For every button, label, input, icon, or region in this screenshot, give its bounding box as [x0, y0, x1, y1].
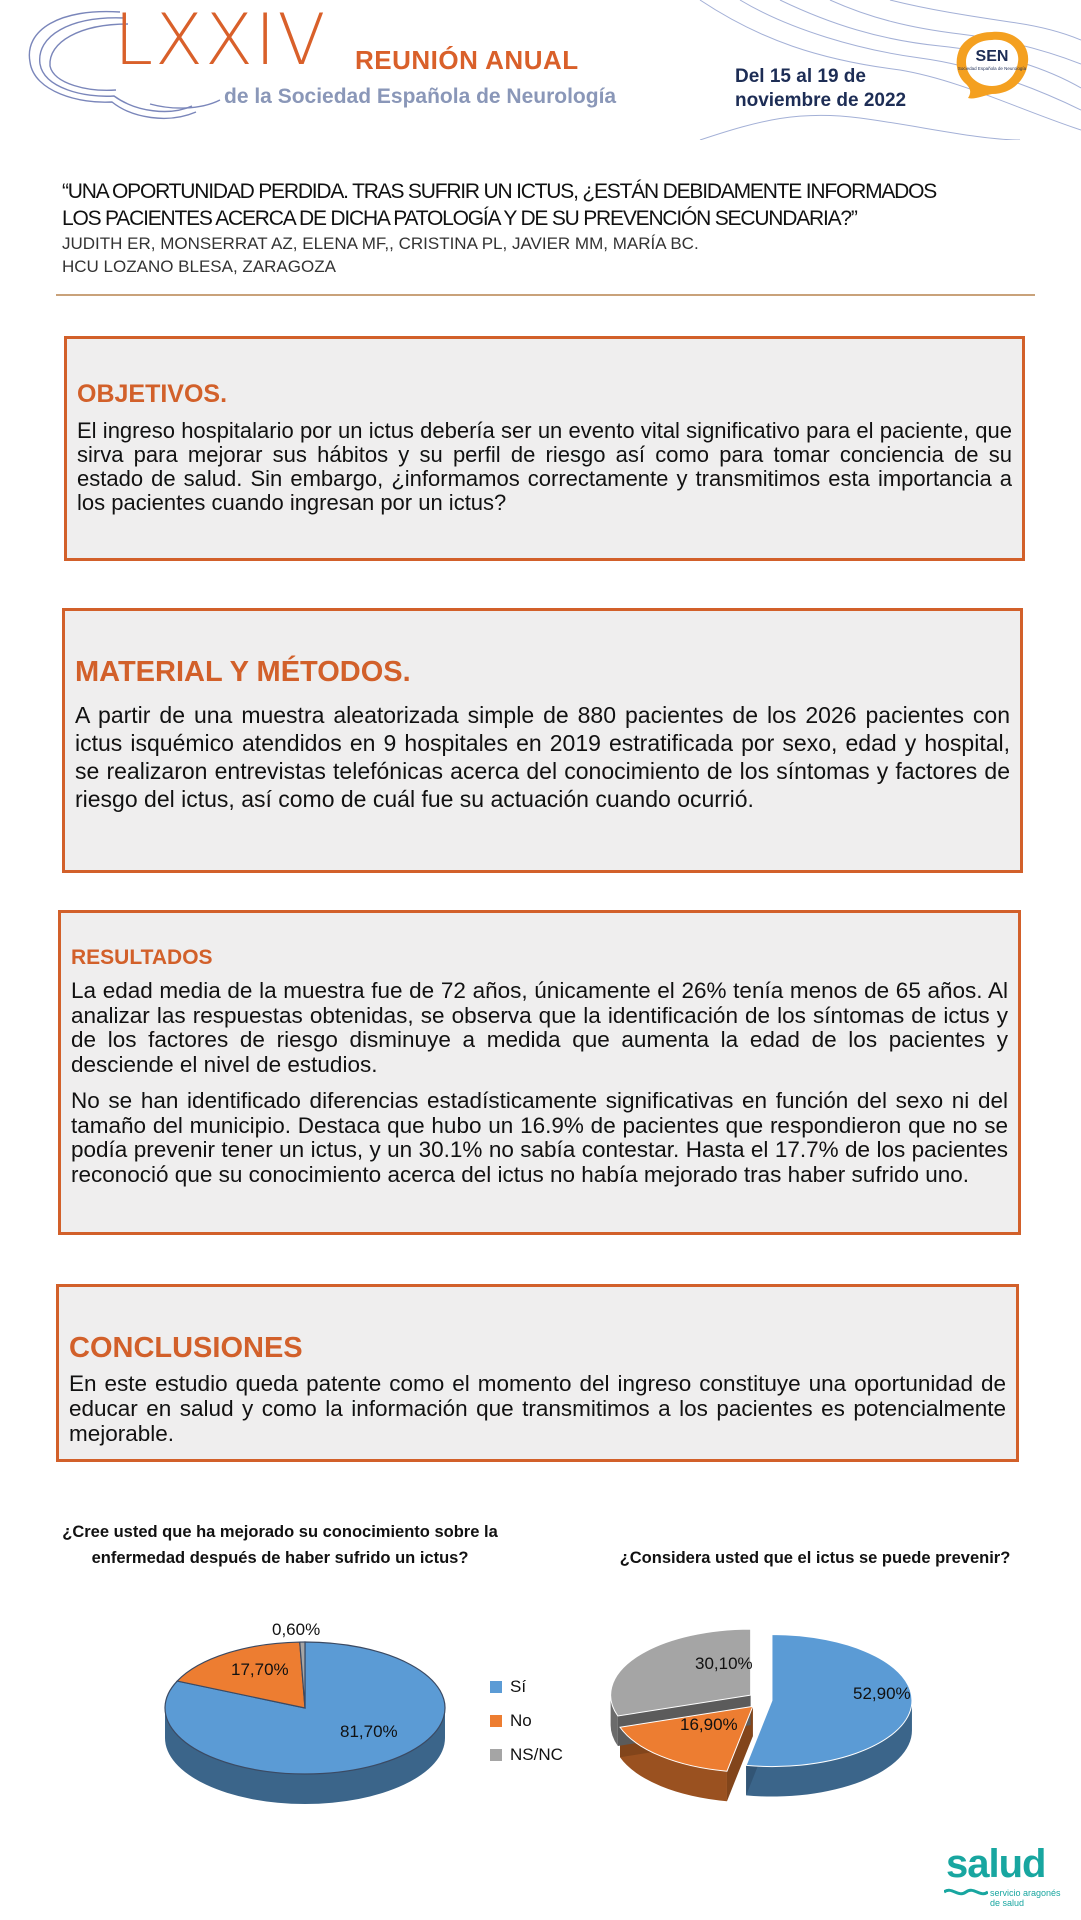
section-heading: MATERIAL Y MÉTODOS. — [75, 656, 411, 688]
legend-swatch — [490, 1681, 502, 1693]
poster-title-line-1: “UNA OPORTUNIDAD PERDIDA. TRAS SUFRIR UN ICTUS, ¿ESTÁN DEBIDAMENTE INFORMADOS — [62, 180, 937, 203]
salud-sub-line-1: servicio aragonés — [990, 1888, 1061, 1898]
section-text: En este estudio queda patente como el momento del ingreso constituye una oportunidad de educar en salud y como la información que transmitimos a los pacientes es potencialmente mejorable. — [69, 1371, 1006, 1446]
section-heading: CONCLUSIONES — [69, 1332, 303, 1364]
legend-label: NS/NC — [510, 1745, 563, 1764]
chart-2-title: ¿Considera usted que el ictus se puede prevenir? — [619, 1549, 1011, 1567]
salud-sub-line-2: de salud — [990, 1898, 1025, 1908]
meeting-title: REUNIÓN ANUAL — [355, 45, 579, 75]
salud-wave-icon — [944, 1886, 988, 1900]
legend-item — [490, 1738, 563, 1772]
chart-2-label-no: 16,90% — [680, 1715, 738, 1734]
legend-item — [490, 1704, 563, 1738]
poster-title-line-2: LOS PACIENTES ACERCA DE DICHA PATOLOGÍA Y DE SU PREVENCIÓN SECUNDARIA?” — [62, 207, 857, 230]
section-text: No se han identificado diferencias estadísticamente significativas en función del sexo ni del tamaño del municipio. Destaca que hubo un 16.9% de pacientes que respondieron que no se podía prevenir tener un ictus, y un 30.1% no sabía contestar. Hasta el 17.7% de los pacientes reconoció que su conocimiento acerca del ictus no había mejorado tras haber sufrido uno. — [71, 1088, 1008, 1187]
authors: JUDITH ER, MONSERRAT AZ, ELENA MF,, CRISTINA PL, JAVIER MM, MARÍA BC. — [62, 234, 699, 253]
legend-label: No — [510, 1711, 532, 1730]
hospital: HCU LOZANO BLESA, ZARAGOZA — [62, 257, 336, 276]
chart-1-label-si: 81,70% — [340, 1722, 398, 1741]
salud-logo: salud — [946, 1842, 1046, 1886]
chart-1-label-nsnc: 0,60% — [272, 1620, 321, 1639]
section-text: A partir de una muestra aleatorizada simple de 880 pacientes de los 2026 pacientes con ictus isquémico atendidos en 9 hospitales en 2019 estratificada por sexo, edad y hospital, se realizaron entrevistas telefónicas acerca del conocimiento de los síntomas y factores de riesgo del ictus, así como de cuál fue su actuación cuando ocurrió. — [75, 702, 1010, 812]
chart-2-label-nsnc: 30,10% — [695, 1654, 753, 1673]
chart-1-pie — [165, 1642, 445, 1804]
chart-1-title: ¿Cree usted que ha mejorado su conocimiento sobre la enfermedad después de haber sufrido un ictus? — [62, 1523, 498, 1567]
legend-swatch — [490, 1749, 502, 1761]
salud-logo-subtitle — [990, 1888, 1061, 1908]
chart-1-label-no: 17,70% — [231, 1660, 289, 1679]
chart-1-legend — [490, 1670, 563, 1772]
legend-swatch — [490, 1715, 502, 1727]
section-heading: OBJETIVOS. — [77, 380, 228, 408]
society-name: de la Sociedad Española de Neurología — [224, 85, 617, 108]
sen-logo-subtext: Sociedad Española de Neurología — [957, 66, 1027, 71]
chart-2-label-si: 52,90% — [853, 1684, 911, 1703]
section-heading: RESULTADOS — [71, 946, 213, 969]
section-text: La edad media de la muestra fue de 72 años, únicamente el 26% tenía menos de 65 años. Al analizar las respuestas obtenidas, se observa que la identificación de los síntomas de ictus y de los factores de riesgo disminuye a medida que aumenta la edad de los pacientes y desciende el nivel de estudios. — [71, 978, 1008, 1077]
dates-line-2: noviembre de 2022 — [735, 90, 907, 111]
section-text: El ingreso hospitalario por un ictus debería ser un evento vital significativo para el paciente, que sirva para mejorar sus hábitos y su perfil de riesgo así como para tomar conciencia de su estado de salud. Sin embargo, ¿informamos correctamente y transmitimos esta importancia a los pacientes cuando ingresan por un ictus? — [77, 418, 1012, 515]
dates-line-1: Del 15 al 19 de — [735, 66, 866, 87]
chart-2-pie — [611, 1629, 912, 1801]
legend-label: Sí — [510, 1677, 527, 1696]
sen-logo-text: SEN — [975, 48, 1009, 65]
edition-number: LXXIV — [114, 0, 328, 81]
legend-item — [490, 1670, 563, 1704]
